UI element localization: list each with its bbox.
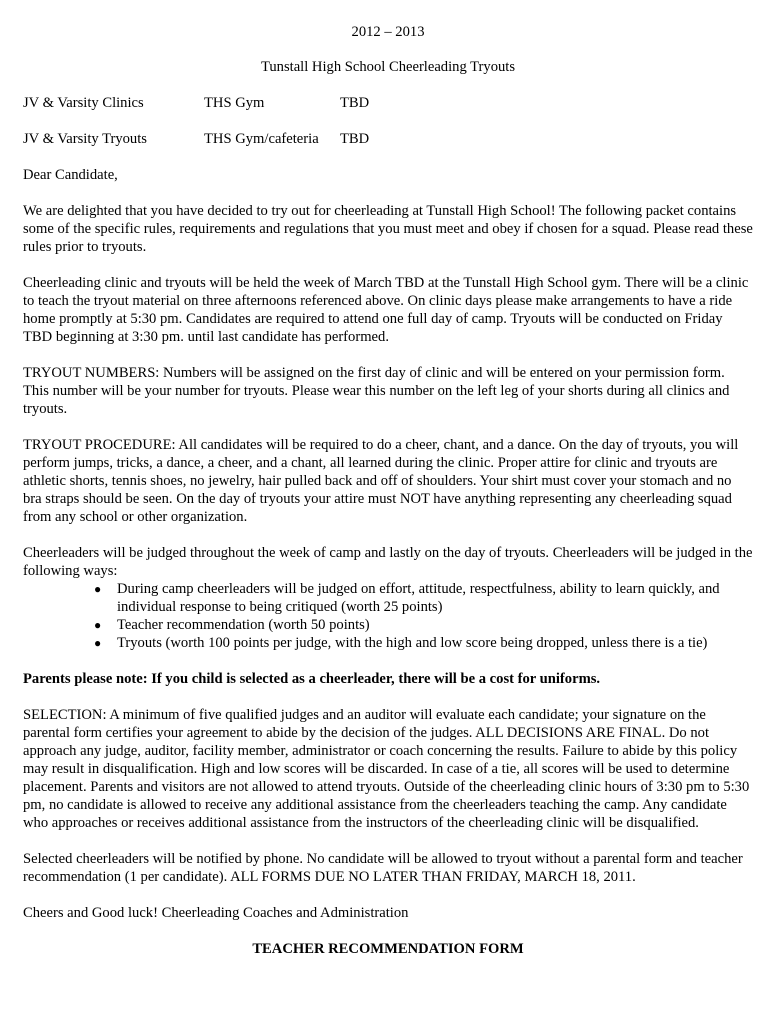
list-item xyxy=(94,580,753,616)
bullet-icon: ● xyxy=(94,618,102,632)
schedule-location: THS Gym/cafeteria xyxy=(204,131,319,147)
parents-note: Parents please note: If you child is selected as a cheerleader, there will be a cost for uniforms. xyxy=(23,671,601,687)
intro-paragraph: We are delighted that you have decided to try out for cheerleading at Tunstall High School! The following packet contains some of the specific rules, requirements and regulations that you must meet and obey if chosen for a squad. Please read these rules prior to tryouts. xyxy=(23,203,753,255)
closing-line: Cheers and Good luck! Cheerleading Coaches and Administration xyxy=(23,905,409,921)
tryout-procedure-paragraph: TRYOUT PROCEDURE: All candidates will be required to do a cheer, chant, and a dance. On the day of tryouts, you will perform jumps, tricks, a dance, a cheer, and a chant, all learned during the clinic. Proper attire for clinic and tryouts are athletic shorts, tennis shoes, no jewelry, hair pulled back and off of shoulders. Your shirt must cover your stomach and no bra straps should be seen. On the day of tryouts your attire must NOT have anything representing any cheerleading squad from any school or other organization. xyxy=(23,437,739,525)
list-item xyxy=(94,634,753,652)
bullet-icon: ● xyxy=(94,636,102,650)
notification-paragraph: Selected cheerleaders will be notified by phone. No candidate will be allowed to tryout without a parental form and teacher recommendation (1 per candidate). ALL FORMS DUE NO LATER THAN FRIDAY, MARCH 18, 2011. xyxy=(23,851,743,885)
schedule-event: JV & Varsity Clinics xyxy=(23,95,144,111)
list-item-text: Tryouts (worth 100 points per judge, with the high and low score being dropped, unless there is a tie) xyxy=(117,635,708,651)
schedule-row-tryouts xyxy=(23,130,753,148)
tryout-numbers-paragraph: TRYOUT NUMBERS: Numbers will be assigned on the first day of clinic and will be entered on your permission form. This number will be your number for tryouts. Please wear this number on the left leg of your shorts during all clinics and tryouts. xyxy=(23,365,730,417)
schedule-date: TBD xyxy=(340,95,370,111)
list-item-text: During camp cheerleaders will be judged on effort, attitude, respectfulness, ability to learn quickly, and individual response to being critiqued (worth 25 points) xyxy=(117,581,720,615)
form-title: TEACHER RECOMMENDATION FORM xyxy=(252,941,524,957)
bullet-icon: ● xyxy=(94,582,102,596)
selection-paragraph: SELECTION: A minimum of five qualified judges and an auditor will evaluate each candidate; your signature on the parental form certifies your agreement to abide by the decision of the judges. ALL DECISIONS ARE FINAL. Do not approach any judge, auditor, facility member, administrator or coach concerning the results. Failure to abide by this policy may result in disqualification. High and low scores will be discarded. In case of a tie, all scores will be used to determine placement. Parents and visitors are not allowed to attend tryouts. Outside of the cheerleading clinic hours of 3:30 pm to 5:30 pm, no candidate is allowed to receive any additional assistance from the cheerleaders teaching the camp. Any candidate who approaches or receives additional assistance from the instructors of the cheerleading clinic will be disqualified. xyxy=(23,707,750,831)
schedule-row-clinics xyxy=(23,94,753,112)
schedule-location: THS Gym xyxy=(204,95,265,111)
list-item xyxy=(94,616,753,634)
document-page xyxy=(23,23,753,958)
schedule-event: JV & Varsity Tryouts xyxy=(23,131,147,147)
judging-criteria-list xyxy=(23,580,753,652)
document-title: Tunstall High School Cheerleading Tryouts xyxy=(260,59,516,75)
clinic-paragraph: Cheerleading clinic and tryouts will be held the week of March TBD at the Tunstall High School gym. There will be a clinic to teach the tryout material on three afternoons referenced above. On clinic days please make arrangements to have a ride home promptly at 5:30 pm. Candidates are required to attend one full day of camp. Tryouts will be conducted on Friday TBD beginning at 3:30 pm. until last candidate has performed. xyxy=(23,275,749,345)
list-item-text: Teacher recommendation (worth 50 points) xyxy=(117,617,370,633)
school-year: 2012 – 2013 xyxy=(351,24,425,40)
judging-intro-paragraph: Cheerleaders will be judged throughout the week of camp and lastly on the day of tryouts. Cheerleaders will be judged in the following ways: xyxy=(23,545,753,579)
salutation: Dear Candidate, xyxy=(23,167,118,183)
schedule-date: TBD xyxy=(340,131,370,147)
